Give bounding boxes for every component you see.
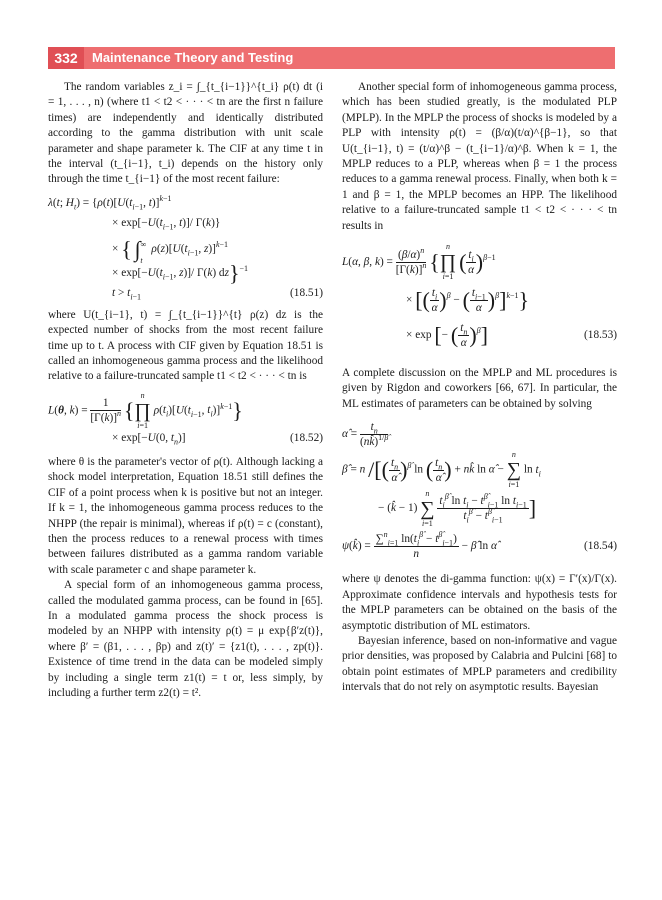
equation-18-52: L(θ, k) = $\frac{1}{[\Gamma(k)]^n}$ {n ∏ i=1 $\rho(t_i)[U(t_{i-1}$, $t_i)]^{k-1}$} × exp[−U(0, $t_n$)] (18.52)	[48, 390, 323, 447]
paragraph: The random variables z_i = ∫_{t_{i−1}}^{t_i} ρ(t) dt (i = 1, . . . , n) (where t1 < t2 < · · · < tn are the first n failure times) are independently and identically distributed according to the gamma distribution with unit scale parameter and shape parameter k. The CIF at any time t in the interval (t_{i−1}, t_i) depends on the history only through the time t_{i−1} of the most recent failure:	[48, 81, 323, 186]
equation-number: (18.53)	[584, 329, 617, 342]
running-header	[48, 47, 615, 69]
equation-18-51: λ(t; $H_t) = \{\rho(t)[U(t_{i-1}$, t)]$^{k-1}$ × $\exp[-U(t_{i-1}$, t)]/ Γ(k)} × { $\int^\infty_t$ $\rho(z)[U(t_{i-1}$, z)]$^{k-1}$ × $\exp[-U(t_{i-1}$, z)]/ Γ(k) dz}$^{-1}$ $t > t_{i-1}$ (18.51)	[48, 194, 323, 302]
right-column	[342, 80, 617, 696]
paragraph: A complete discussion on the MPLP and ML procedures is given by Rigdon and coworkers [66, 67]. In particular, the ML estimates of parameters can be obtained by solving	[342, 367, 617, 410]
equation-18-54: α̂ = $\frac{t_n}{(nk̂)^{1/\betâ}}$ β̂ = n /[( $\frac{t_n}{\alphâ}$ )$^{\betâ}$ ln ( $\frac{t_n}{\alphâ}$ ) + nk̂ ln α̂ − n ∑ i=1 $\ln t_i$ − (k̂ − 1) n ∑ i=1 $\frac{t_i^{\betâ} \ln t_i - t^{\betâ}_{i-1} \ln t_{i-1}}{t_i^{\betâ} - t^{\betâ}_{i-1}}$ ] ψ(k̂) = $\frac{\sum^n_{i=1} \ln(t_i^{\betâ} - t^{\betâ}_{i-1})}{n}$ − β̂ ln α̂ (18.54)	[342, 418, 617, 564]
paragraph: where U(t_{i−1}, t) = ∫_{t_{i−1}}^{t} ρ(z) dz is the expected number of shocks from the most recent failure time up to t. A process with CIF given by Equation 18.51 is called an inhomogeneous gamma process and the likelihood relative to a failure-truncated sample t1 < t2 < · · · < tn is	[48, 308, 323, 383]
paragraph: A special form of an inhomogeneous gamma process, called the modulated gamma process, can be found in [65]. In a modulated gamma process the shock process is modeled by an NHPP with intensity ρ(t) = μ exp{β′z(t)}, where β′ = (β1, . . . , βp) and z(t)′ = {z1(t), . . . , zp(t)}. Existence of time trend in the data can be modeled simply by including a single term z1(t) = t or, less simply, by including a further term z2(t) = t².	[48, 579, 323, 699]
equation-18-53: L(α, β, k) = $\frac{(\beta/\alpha)^n}{[\Gamma(k)]^n}$ {n ∏ i=1 ( $\frac{t_i}{\alpha}$ )$^{\beta-1}$ × [( $\frac{t_i}{\alpha}$ )$^\beta$ − ( $\frac{t_{i-1}}{\alpha}$ )$^\beta$]$^{k-1}$} × exp [− ( $\frac{t_n}{\alpha}$ )$^\beta$] (18.53)	[342, 242, 617, 352]
paragraph: Bayesian inference, based on non-informative and vague prior densities, was proposed by Calabria and Pulcini [68] to obtain point estimates of MPLP parameters and credibility intervals that do not rely on asymptotic results. Bayesian	[342, 634, 617, 694]
paragraph: where θ is the parameter's vector of ρ(t). Although lacking a shock model interpretation, Equation 18.51 still defines the CIF of a point process when k is positive but not an integer. If k = 1, the inhomogeneous gamma process reduces to the NHPP (the repair is minimal), whereas if ρ(t) = c (constant), then the process reduces to a renewal process with times between failures distributed as a gamma random variable with scale parameter c and shape parameter k.	[48, 455, 323, 576]
equation-number: (18.52)	[290, 431, 323, 444]
left-column	[48, 80, 323, 701]
paragraph: Another special form of inhomogeneous gamma process, which has been studied greatly, is the modulated PLP (MPLP). In the MPLP the process of shocks is modeled by a PLP with intensity ρ(t) = (β/α)(t/α)^{β−1}, so that U(t_{i−1}, t) = (t/α)^β − (t_{i−1}/α)^β. When k = 1, the MPLP reduces to a PLP, whereas when β = 1 the process reduces to a gamma renewal process. Finally, when both k = 1 and β = 1, the MPLP becomes an HPP. The likelihood relative to a failure-truncated sample t1 < t2 < · · · < tn results in	[342, 81, 617, 232]
page-number: 332	[48, 47, 84, 69]
equation-number: (18.51)	[290, 286, 323, 299]
paragraph: where ψ denotes the di-gamma function: ψ(x) = Γ′(x)/Γ(x). Approximate confidence intervals and hypothesis tests for the MPLP parameters can be obtained on the basis of the asymptotic distribution of ML estimators.	[342, 573, 617, 632]
equation-number: (18.54)	[584, 540, 617, 553]
running-title: Maintenance Theory and Testing	[92, 50, 294, 65]
